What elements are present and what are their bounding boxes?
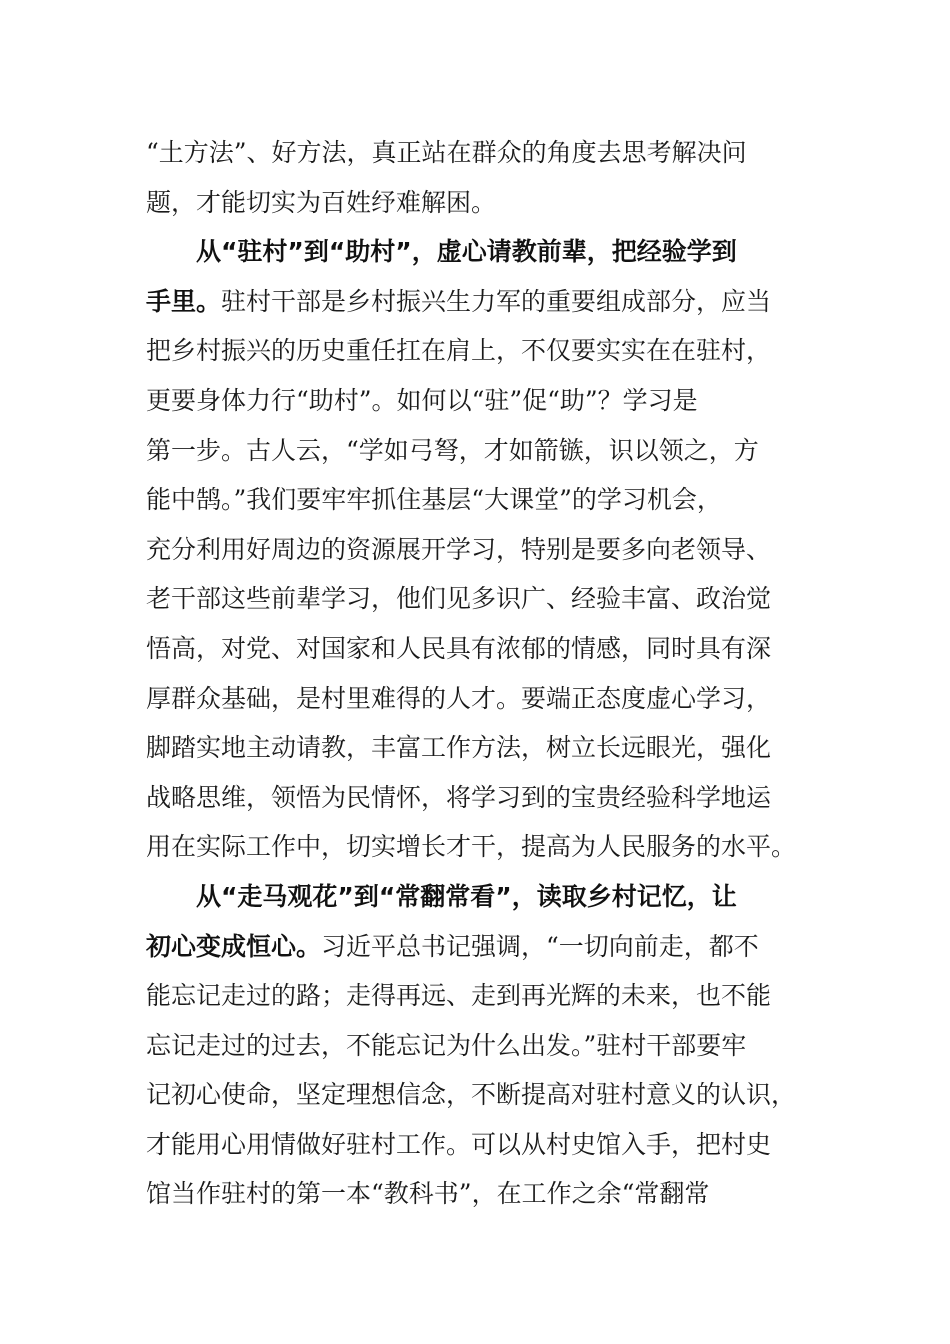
text-line [146,277,796,327]
text-line [146,525,796,575]
text-line [146,1120,796,1170]
line-text: 习近平总书记强调，“一切向前走，都不 [321,931,759,961]
text-line [146,624,796,674]
line-text: 馆当作驻村的第一本“教科书”，在工作之余“常翻常 [146,1179,710,1209]
text-line [146,723,796,773]
text-line [146,872,796,922]
text-line [146,1169,796,1219]
text-line [146,227,796,277]
text-line [146,1070,796,1120]
text-line [146,128,796,178]
line-text: 用在实际工作中，切实增长才干，提高为人民服务的水平。 [146,832,797,862]
line-text: 记初心使命，坚定理想信念，不断提高对驻村意义的认识， [146,1080,797,1110]
line-text: 题，才能切实为百姓纾难解困。 [146,187,497,217]
line-text: “土方法”、好方法，真正站在群众的角度去思考解决问 [146,138,747,167]
paragraph-heading: 初心变成恒心。 [146,931,322,961]
text-line [146,822,796,872]
text-line [146,178,796,228]
line-text: 更要身体力行“助村”。如何以“驻”促“助”？学习是 [146,385,698,415]
text-line [146,922,796,972]
line-text: 充分利用好周边的资源展开学习，特别是要多向老领导、 [146,534,772,564]
text-line [146,475,796,525]
line-text: 忘记走过的过去，不能忘记为什么出发。”驻村干部要牢 [146,1030,747,1060]
line-text: 老干部这些前辈学习，他们见多识广、经验丰富、政治觉 [146,584,772,614]
paragraph-heading: 从“走马观花”到“常翻常看”，读取乡村记忆，让 [196,881,737,911]
line-text: 才能用心用情做好驻村工作。可以从村史馆入手，把村史 [146,1129,772,1159]
document-body [146,128,796,1219]
line-text: 第一步。古人云，“学如弓弩，才如箭镞，识以领之，方 [146,435,759,465]
line-text: 战略思维，领悟为民情怀，将学习到的宝贵经验科学地运 [146,782,772,812]
text-line [146,773,796,823]
text-line [146,674,796,724]
line-text: 悟高，对党、对国家和人民具有浓郁的情感，同时具有深 [146,633,772,663]
text-line [146,1021,796,1071]
line-text: 驻村干部是乡村振兴生力军的重要组成部分，应当 [221,286,772,316]
text-line [146,376,796,426]
line-text: 脚踏实地主动请教，丰富工作方法，树立长远眼光，强化 [146,733,772,763]
text-line [146,426,796,476]
paragraph-heading: 从“驻村”到“助村”，虚心请教前辈，把经验学到 [196,237,737,267]
line-text: 能中鹄。”我们要牢牢抓住基层“大课堂”的学习机会， [146,485,722,515]
paragraph-heading: 手里。 [146,286,222,316]
line-text: 把乡村振兴的历史重任扛在肩上，不仅要实实在在驻村， [146,336,772,366]
text-line [146,326,796,376]
text-line [146,574,796,624]
line-text: 厚群众基础，是村里难得的人才。要端正态度虚心学习， [146,683,772,713]
text-line [146,971,796,1021]
line-text: 能忘记走过的路；走得再远、走到再光辉的未来，也不能 [146,981,772,1011]
